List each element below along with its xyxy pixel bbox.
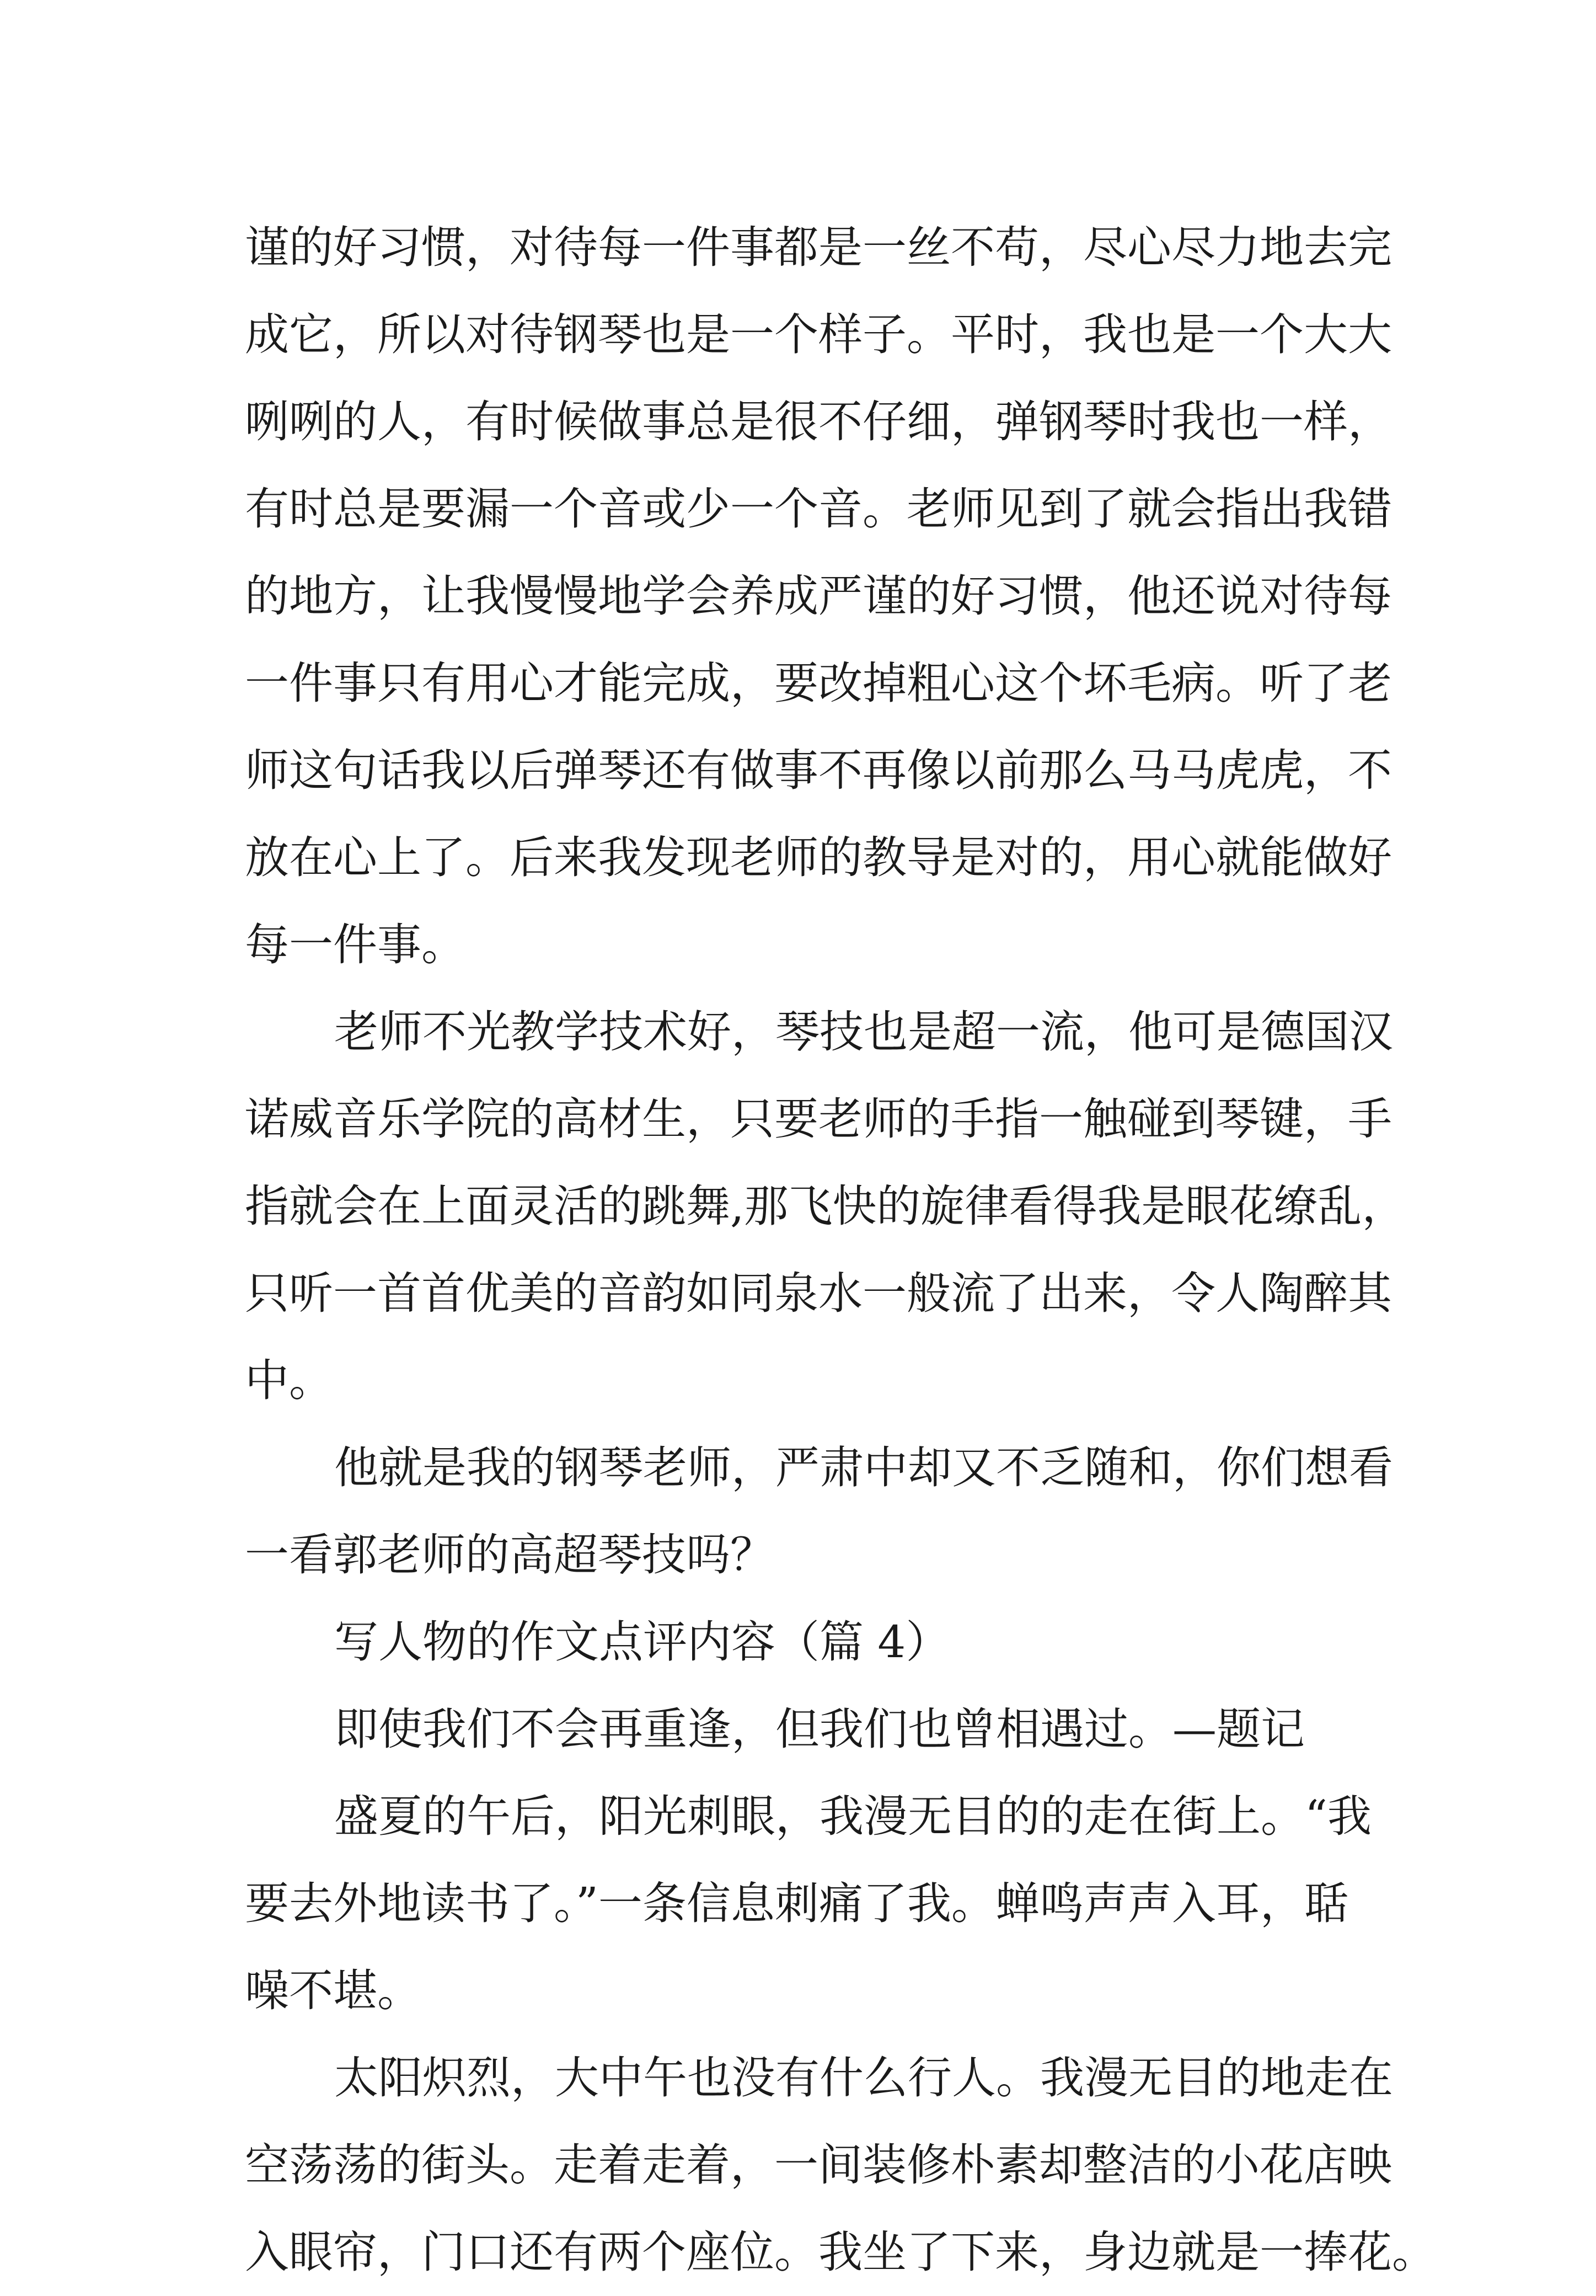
text-line: 咧咧的人，有时候做事总是很不仔细，弹钢琴时我也一样， xyxy=(245,396,1392,447)
text-line: 一件事只有用心才能完成，要改掉粗心这个坏毛病。听了老 xyxy=(245,658,1392,709)
text-line: 只听一首首优美的音韵如同泉水一般流了出来，令人陶醉其 xyxy=(245,1268,1392,1319)
text-line: 要去外地读书了。”一条信息刺痛了我。蝉鸣声声入耳，聒 xyxy=(245,1878,1348,1929)
text-line: 每一件事。 xyxy=(245,919,465,970)
paragraph-first-line: 老师不光教学技术好，琴技也是超一流，他可是德国汉 xyxy=(334,1006,1393,1058)
text-line: 空荡荡的街头。走着走着，一间装修朴素却整洁的小花店映 xyxy=(245,2139,1392,2191)
text-line: 一看郭老师的高超琴技吗？ xyxy=(245,1529,774,1580)
epigraph: 即使我们不会再重逢，但我们也曾相遇过。—题记 xyxy=(334,1704,1305,1755)
text-line: 中。 xyxy=(245,1355,333,1406)
text-line: 诺威音乐学院的高材生，只要老师的手指一触碰到琴键，手 xyxy=(245,1093,1392,1145)
text-line: 成它，所以对待钢琴也是一个样子。平时，我也是一个大大 xyxy=(245,309,1392,360)
text-line: 放在心上了。后来我发现老师的教导是对的，用心就能做好 xyxy=(245,832,1392,883)
text-line: 的地方，让我慢慢地学会养成严谨的好习惯，他还说对待每 xyxy=(245,570,1392,622)
text-line: 师这句话我以后弹琴还有做事不再像以前那么马马虎虎，不 xyxy=(245,745,1392,796)
text-line: 噪不堪。 xyxy=(245,1965,421,2016)
document-body xyxy=(245,204,1436,2296)
text-line: 入眼帘，门口还有两个座位。我坐了下来，身边就是一捧花。 xyxy=(245,2226,1436,2278)
text-line: 有时总是要漏一个音或少一个音。老师见到了就会指出我错 xyxy=(245,483,1392,535)
section-heading: 写人物的作文点评内容（篇 4） xyxy=(334,1616,950,1668)
paragraph-first-line: 太阳炽烈，大中午也没有什么行人。我漫无目的地走在 xyxy=(334,2052,1393,2103)
text-line: 指就会在上面灵活的跳舞,那飞快的旋律看得我是眼花缭乱， xyxy=(245,1181,1406,1232)
paragraph-first-line: 盛夏的午后，阳光刺眼，我漫无目的的走在街上。“我 xyxy=(334,1791,1372,1842)
text-line: 谨的好习惯，对待每一件事都是一丝不苟，尽心尽力地去完 xyxy=(245,222,1392,273)
paragraph-first-line: 他就是我的钢琴老师，严肃中却又不乏随和，你们想看 xyxy=(334,1442,1393,1493)
